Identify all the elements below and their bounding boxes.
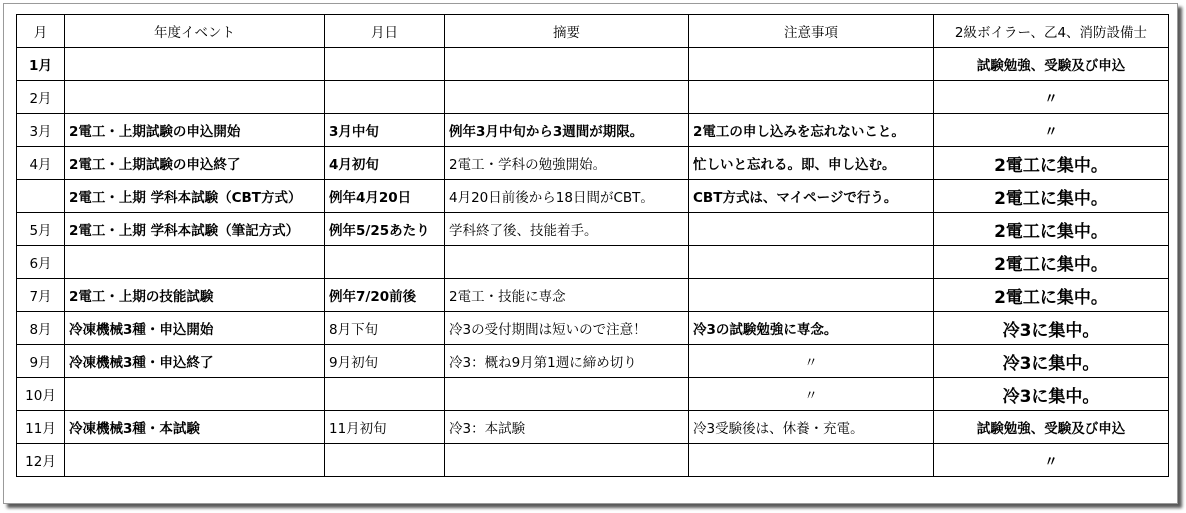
cell-month: 8月: [17, 312, 65, 345]
cell-event: 冷凍機械3種・本試験: [65, 411, 325, 444]
cell-note: [689, 279, 934, 312]
cell-note: [689, 48, 934, 81]
cell-date: [325, 48, 445, 81]
cell-event: 2電工・上期 学科本試験（筆記方式）: [65, 213, 325, 246]
cell-event: [65, 81, 325, 114]
cell-month: 11月: [17, 411, 65, 444]
cell-date: 9月初旬: [325, 345, 445, 378]
cell-month: [17, 180, 65, 213]
cell-study: 2電工に集中。: [934, 147, 1169, 180]
cell-event: 2電工・上期の技能試験: [65, 279, 325, 312]
cell-study: 2電工に集中。: [934, 213, 1169, 246]
cell-study: 冷3に集中。: [934, 378, 1169, 411]
cell-date: [325, 81, 445, 114]
cell-summary: 冷3：本試験: [445, 411, 689, 444]
table-row: [17, 444, 1169, 477]
table-row: [17, 213, 1169, 246]
cell-event: 2電工・上期 学科本試験（CBT方式）: [65, 180, 325, 213]
cell-summary: [445, 81, 689, 114]
cell-note: 忙しいと忘れる。即、申し込む。: [689, 147, 934, 180]
cell-month: 1月: [17, 48, 65, 81]
sheet-frame: [3, 3, 1178, 504]
table-row: [17, 147, 1169, 180]
cell-date: 11月初旬: [325, 411, 445, 444]
schedule-table: [16, 14, 1169, 477]
cell-summary: 冷3の受付期間は短いので注意！: [445, 312, 689, 345]
cell-month: 5月: [17, 213, 65, 246]
cell-study: 2電工に集中。: [934, 180, 1169, 213]
cell-date: 例年4月20日: [325, 180, 445, 213]
cell-event: 冷凍機械3種・申込開始: [65, 312, 325, 345]
cell-study: 〃: [934, 114, 1169, 147]
cell-event: [65, 378, 325, 411]
cell-date: 3月中旬: [325, 114, 445, 147]
cell-date: 例年5/25あたり: [325, 213, 445, 246]
table-row: [17, 378, 1169, 411]
cell-note: [689, 213, 934, 246]
cell-date: [325, 444, 445, 477]
cell-summary: 冷3：概ね9月第1週に締め切り: [445, 345, 689, 378]
cell-summary: [445, 378, 689, 411]
cell-event: 2電工・上期試験の申込終了: [65, 147, 325, 180]
cell-date: [325, 246, 445, 279]
cell-note: 2電工の申し込みを忘れないこと。: [689, 114, 934, 147]
cell-month: 9月: [17, 345, 65, 378]
cell-month: 7月: [17, 279, 65, 312]
table-row: [17, 48, 1169, 81]
cell-note: CBT方式は、マイページで行う。: [689, 180, 934, 213]
table-row: [17, 180, 1169, 213]
cell-study: 試験勉強、受験及び申込: [934, 411, 1169, 444]
cell-study: 〃: [934, 81, 1169, 114]
cell-study: 冷3に集中。: [934, 312, 1169, 345]
cell-note: 冷3の試験勉強に専念。: [689, 312, 934, 345]
cell-month: 6月: [17, 246, 65, 279]
cell-date: 8月下旬: [325, 312, 445, 345]
table-row: [17, 114, 1169, 147]
cell-study: 2電工に集中。: [934, 279, 1169, 312]
cell-date: [325, 378, 445, 411]
cell-event: [65, 48, 325, 81]
cell-note: 〃: [689, 345, 934, 378]
cell-summary: 例年3月中旬から3週間が期限。: [445, 114, 689, 147]
table-row: [17, 81, 1169, 114]
table-row: [17, 279, 1169, 312]
cell-study: 2電工に集中。: [934, 246, 1169, 279]
cell-month: 12月: [17, 444, 65, 477]
cell-month: 3月: [17, 114, 65, 147]
cell-note: [689, 444, 934, 477]
header-summary: 摘要: [445, 15, 689, 48]
cell-study: 試験勉強、受験及び申込: [934, 48, 1169, 81]
cell-summary: 4月20日前後から18日間がCBT。: [445, 180, 689, 213]
cell-note: [689, 246, 934, 279]
cell-event: [65, 444, 325, 477]
cell-summary: [445, 444, 689, 477]
cell-event: [65, 246, 325, 279]
cell-date: 例年7/20前後: [325, 279, 445, 312]
header-study: 2級ボイラー、乙4、消防設備士: [934, 15, 1169, 48]
cell-event: 冷凍機械3種・申込終了: [65, 345, 325, 378]
cell-summary: 2電工・技能に専念: [445, 279, 689, 312]
cell-summary: 学科終了後、技能着手。: [445, 213, 689, 246]
header-date: 月日: [325, 15, 445, 48]
header-event: 年度イベント: [65, 15, 325, 48]
cell-month: 10月: [17, 378, 65, 411]
header-row: [17, 15, 1169, 48]
cell-summary: [445, 246, 689, 279]
cell-note: [689, 81, 934, 114]
header-month: 月: [17, 15, 65, 48]
cell-note: 〃: [689, 378, 934, 411]
cell-month: 4月: [17, 147, 65, 180]
table-row: [17, 345, 1169, 378]
cell-event: 2電工・上期試験の申込開始: [65, 114, 325, 147]
cell-note: 冷3受験後は、休養・充電。: [689, 411, 934, 444]
table-row: [17, 411, 1169, 444]
header-note: 注意事項: [689, 15, 934, 48]
cell-study: 〃: [934, 444, 1169, 477]
cell-month: 2月: [17, 81, 65, 114]
cell-summary: 2電工・学科の勉強開始。: [445, 147, 689, 180]
table-row: [17, 312, 1169, 345]
cell-study: 冷3に集中。: [934, 345, 1169, 378]
cell-date: 4月初旬: [325, 147, 445, 180]
table-row: [17, 246, 1169, 279]
cell-summary: [445, 48, 689, 81]
